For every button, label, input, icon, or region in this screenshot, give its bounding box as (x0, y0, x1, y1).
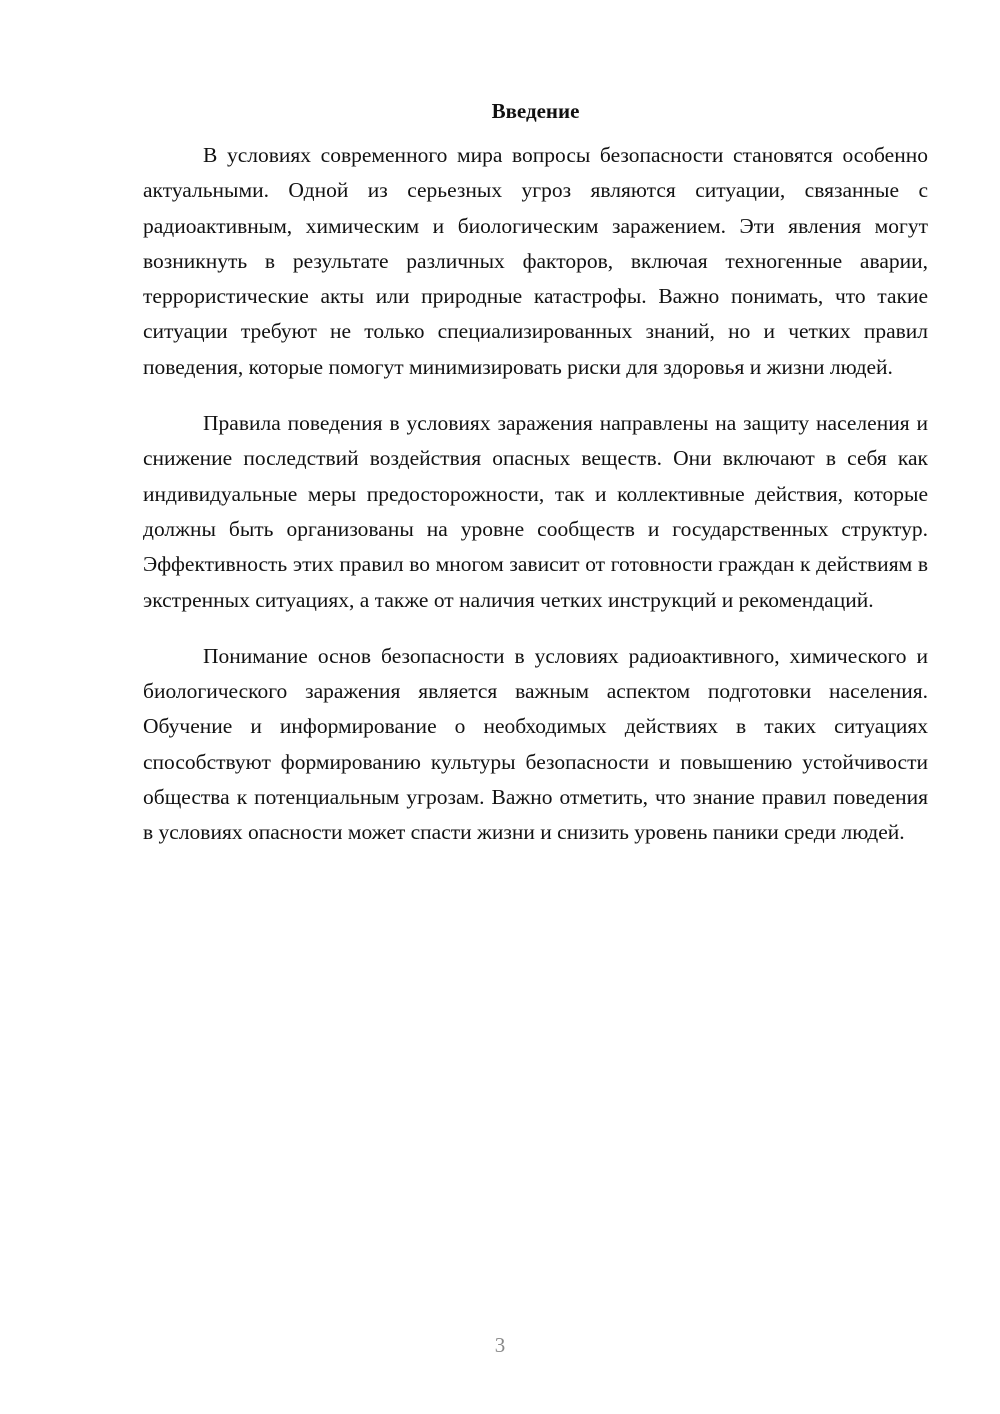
page-content (143, 96, 928, 872)
section-heading: Введение (491, 99, 580, 123)
paragraph-2: Правила поведения в условиях заражения направлены на защиту населения и снижение последствий воздействия опасных веществ. Они включают в себя как индивидуальные меры предосторожности, так и коллективные действия, которые должны быть организованы на уровне сообществ и государственных структур. Эффективность этих правил во многом зависит от готовности граждан к действиям в экстренных ситуациях, а также от наличия четких инструкций и рекомендаций. (143, 411, 928, 612)
page-number: 3 (494, 1333, 506, 1357)
paragraph-3: Понимание основ безопасности в условиях радиоактивного, химического и биологического заражения является важным аспектом подготовки населения. Обучение и информирование о необходимых действиях в таких ситуациях способствуют формированию культуры безопасности и повышению устойчивости общества к потенциальным угрозам. Важно отметить, что знание правил поведения в условиях опасности может спасти жизни и снизить уровень паники среди людей. (143, 643, 928, 845)
paragraph-1: В условиях современного мира вопросы безопасности становятся особенно актуальными. Одной из серьезных угроз являются ситуации, связанные с радиоактивным, химическим и биологическим заражением. Эти явления могут возникнуть в результате различных факторов, включая техногенные аварии, террористические акты или природные катастрофы. Важно понимать, что такие ситуации требуют не только специализированных знаний, но и четких правил поведения, которые помогут минимизировать риски для здоровья и жизни людей. (143, 143, 928, 379)
